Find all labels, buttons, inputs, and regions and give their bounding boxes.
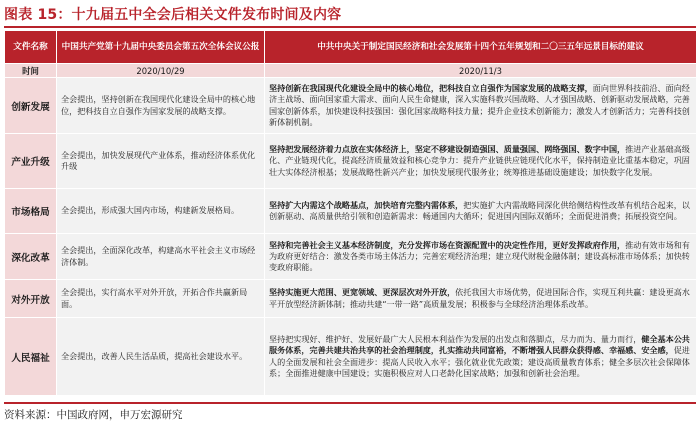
proposal-text: 依托我国大市场优势，促进国际合作，实现互利共赢：建设更高水平开放型经济新体制；推动共建“一带一路”高质量发展；积极参与全球经济治理体系改革。	[269, 287, 690, 309]
row-label: 人民福祉	[5, 318, 57, 396]
row-label: 创新发展	[5, 78, 57, 134]
date-proposal: 2020/11/3	[265, 64, 697, 78]
proposal-emphasis-text: 坚持和完善社会主义基本经济制度，充分发挥市场在资源配置中的决定性作用，更好发挥政府作用，	[269, 239, 626, 250]
source-footer	[4, 402, 696, 424]
communique-cell: 全会提出，全面深化改革，构建高水平社会主义市场经济体制。	[57, 234, 265, 280]
table-row	[5, 234, 697, 280]
proposal-cell	[265, 189, 697, 234]
proposal-cell	[265, 134, 697, 189]
row-label: 产业升级	[5, 134, 57, 189]
proposal-cell	[265, 78, 697, 134]
proposal-emphasis-text: 坚持创新在我国现代化建设全局中的核心地位，把科技自立自强作为国家发展的战略支撑，	[269, 83, 593, 94]
header-file-name: 文件名称	[5, 31, 57, 64]
table-row	[5, 78, 697, 134]
source-note: 资料来源：中国政府网，申万宏源研究	[4, 408, 183, 421]
figure-title-bar	[4, 2, 696, 28]
proposal-cell	[265, 234, 697, 280]
policy-comparison-table	[4, 30, 697, 396]
date-communique: 2020/10/29	[57, 64, 265, 78]
proposal-emphasis-text: 坚持把发展经济着力点放在实体经济上，坚定不移建设制造强国、质量强国、网络强国、数字中国，	[269, 144, 626, 155]
row-label: 市场格局	[5, 189, 57, 234]
table-row	[5, 134, 697, 189]
proposal-text: 坚持把实现好、维护好、发展好最广大人民根本利益作为发展的出发点和落脚点，尽力而为、量力而行，	[269, 334, 642, 345]
proposal-text: 面向世界科技前沿、面向经济主战场、面向国家重大需求、面向人民生命健康，深入实施科教兴国战略、人才强国战略、创新驱动发展战略，完善国家创新体系，加快建设科技强国：强化国家战略科技力量；提升企业技术创新能力；激发人才创新活力；完善科技创新体制机制。	[269, 83, 690, 127]
header-proposal: 中共中央关于制定国民经济和社会发展第十四个五年规划和二〇三五年远景目标的建议	[265, 31, 697, 64]
proposal-emphasis-text: 坚持扩大内需这个战略基点，加快培育完整内需体系，	[269, 199, 464, 210]
table-row	[5, 318, 697, 396]
communique-cell: 全会提出，形成强大国内市场，构建新发展格局。	[57, 189, 265, 234]
table-row	[5, 189, 697, 234]
figure-title: 图表 15：十九届五中全会后相关文件发布时间及内容	[4, 7, 342, 23]
table-header-row	[5, 31, 697, 64]
communique-cell: 全会提出，实行高水平对外开放，开拓合作共赢新局面。	[57, 280, 265, 318]
proposal-text: 把实施扩大内需战略同深化供给侧结构性改革有机结合起来，以创新驱动、高质量供给引领和创造新需求：畅通国内大循环；促进国内国际双循环；全面促进消费；拓展投资空间。	[269, 199, 690, 221]
proposal-cell	[265, 280, 697, 318]
communique-cell: 全会提出，加快发展现代产业体系，推动经济体系优化升级	[57, 134, 265, 189]
proposal-emphasis-text: 健全基本公共服务体系，完善共建共治共享的社会治理制度，扎实推动共同富裕，不断增强人民群众获得感、幸福感、安全感，	[269, 334, 690, 356]
date-row	[5, 64, 697, 78]
proposal-text: 推动有效市场和有为政府更好结合：激发各类市场主体活力；完善宏观经济治理；建立现代财税金融体制；建设高标准市场体系；加快转变政府职能。	[269, 239, 690, 273]
communique-cell: 全会提出，改善人民生活品质，提高社会建设水平。	[57, 318, 265, 396]
proposal-text: 促进人的全面发展和社会全面进步：提高人民收入水平；强化就业优先政策；建设高质量教育体系；健全多层次社会保障体系；全面推进健康中国建设；实施积极应对人口老龄化国家战略；加强和创新社会治理。	[269, 345, 690, 378]
proposal-text: 推进产业基础高级化、产业链现代化，提高经济质量效益和核心竞争力：提升产业链供应链现代化水平，保持制造业比重基本稳定，巩固壮大实体经济根基；发展战略性新兴产业；加快发展现代服务业；统筹推进基础设施建设；加快数字化发展。	[269, 144, 690, 177]
proposal-emphasis-text: 坚持实施更大范围、更宽领域、更深层次对外开放，	[269, 287, 456, 298]
header-communique: 中国共产党第十九届中央委员会第五次全体会议公报	[57, 31, 265, 64]
row-label: 深化改革	[5, 234, 57, 280]
date-label: 时间	[5, 64, 57, 78]
table-row	[5, 280, 697, 318]
proposal-cell	[265, 318, 697, 396]
row-label: 对外开放	[5, 280, 57, 318]
communique-cell: 全会提出，坚持创新在我国现代化建设全局中的核心地位，把科技自立自强作为国家发展的战略支撑。	[57, 78, 265, 134]
